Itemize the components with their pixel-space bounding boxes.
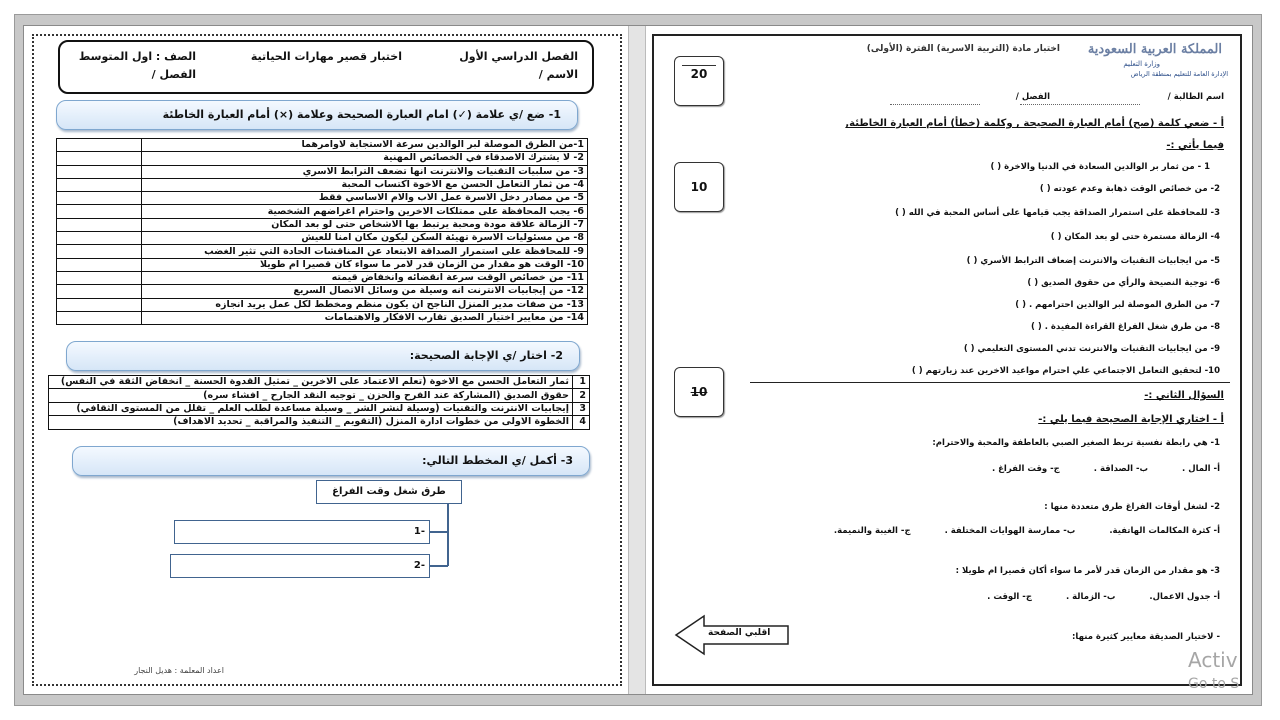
q1-instruction-line1: أ - ضعي كلمة (صح) أمام العبارة الصحيحة , وكلمة (خطأ) أمام العبارة الخاطئة, [845, 118, 1224, 129]
diagram-item-2[interactable]: -2 [170, 554, 430, 578]
tf-statement: 2- لا يشترك الاصدقاء في الخصائص المهنية [142, 152, 588, 165]
exam-title: اختبار قصير مهارات الحياتية [250, 50, 402, 63]
tf-statement: 14- من معايير اختيار الصديق تقارب الافكار والاهتمامات [142, 311, 588, 324]
q2-question: 2- لشغل أوقات الفراغ طرق متعددة منها : [1044, 502, 1220, 512]
mc-row [49, 416, 590, 429]
q2-option[interactable]: ج- الوقت . [987, 592, 1032, 602]
tf-answer-cell[interactable] [57, 232, 142, 245]
mc-row [49, 389, 590, 402]
tf-answer-cell[interactable] [57, 165, 142, 178]
tf-statement: 1-من الطرق الموصلة لبر الوالدين سرعة الاستجابة لاوامرهما [142, 139, 588, 152]
mc-row [49, 376, 590, 389]
q2-option[interactable]: ب- الصداقة . [1093, 464, 1149, 474]
section3-banner [72, 446, 590, 476]
activation-watermark-line1: Activ [1188, 648, 1238, 672]
diagram-title-box: طرق شغل وقت الفراغ [316, 480, 462, 504]
tf-row [57, 218, 588, 231]
turn-page-label: اقلبي الصفحة [708, 628, 771, 638]
tf-row [57, 152, 588, 165]
q1-item[interactable]: 8- من طرق شغل الفراغ القراءة المفيدة . ( ) [1031, 322, 1220, 332]
mc-question[interactable]: ثمار التعامل الحسن مع الاخوة (تعلم الاعتماد على الاخرين _ تمثيل القدوة الحسنة _ انخفاض الثقة في النفس) [49, 376, 573, 389]
q2-question: 1- هي رابطة نفسية تربط الصغير الصبي بالعاطفة والمحبة والاحترام: [932, 438, 1220, 448]
document-canvas [23, 25, 1253, 695]
tf-statement: 3- من سلبيات التقنيات والانترنت انها تضعف الترابط الاسري [142, 165, 588, 178]
q2-option[interactable]: أ- جدول الاعمال. [1149, 592, 1220, 602]
tf-answer-cell[interactable] [57, 178, 142, 191]
mc-number: 4 [573, 416, 590, 429]
section2-banner [66, 341, 580, 371]
tf-statement: 9- للمحافظة على استمرار الصداقة الابتعاد عن المناقشات الحادة التي تثير الغضب [142, 245, 588, 258]
q1-item[interactable]: 5- من ايجابيات التقنيات والانترنت إضعاف الترابط الأسري ( ) [966, 256, 1220, 266]
ministry-label: وزارة التعليم [1123, 60, 1160, 68]
tf-statement: 6- يجب المحافظة على ممتلكات الاخرين واحترام اغراضهم الشخصية [142, 205, 588, 218]
total-score-value: 20 [690, 67, 708, 81]
right-class-label: الفصل / [1015, 92, 1050, 102]
q2-options [953, 592, 1220, 602]
mc-number: 1 [573, 376, 590, 389]
tf-statement: 12- من إيجابيات الانترنت انه وسيلة من وسائل الاتصال السريع [142, 285, 588, 298]
tf-answer-cell[interactable] [57, 245, 142, 258]
tf-statement: 8- من مسئوليات الاسرة تهيئة السكن ليكون مكان امنا للعيش [142, 232, 588, 245]
mc-number: 2 [573, 389, 590, 402]
tf-statement: 4- من ثمار التعامل الحسن مع الاخوة اكتساب المحبة [142, 178, 588, 191]
tf-answer-cell[interactable] [57, 205, 142, 218]
mc-row [49, 402, 590, 415]
student-name-label: اسم الطالبة / [1167, 92, 1224, 102]
q1-item[interactable]: 3- للمحافظة على استمرار الصداقة يجب قيامها على أساس المحبة في الله ( ) [895, 208, 1220, 218]
tf-answer-cell[interactable] [57, 139, 142, 152]
q2-question: 3- هو مقدار من الزمان قدر لأمر ما سواء أكان قصيرا ام طويلا : [955, 566, 1220, 576]
tf-row [57, 139, 588, 152]
grade-label: الصف : اول المتوسط [78, 50, 196, 63]
tf-row [57, 165, 588, 178]
tf-answer-cell[interactable] [57, 285, 142, 298]
tf-answer-cell[interactable] [57, 152, 142, 165]
q2-options [958, 464, 1220, 474]
q1-instruction-line2: فيما يأتي :- [1166, 140, 1224, 151]
class-underline [890, 104, 980, 105]
tf-row [57, 205, 588, 218]
left-exam-page [32, 34, 622, 686]
section3-title: 3- أكمل /ي المخطط التالي: [422, 454, 573, 467]
mc-number: 3 [573, 402, 590, 415]
semester-label: الفصل الدراسي الأول [459, 50, 578, 63]
q2-option[interactable]: ج- الغيبة والنميمة. [833, 526, 911, 536]
name-label: الاسم / [538, 68, 578, 81]
tf-row [57, 285, 588, 298]
tf-statement: 5- من مصادر دخل الاسرة عمل الاب والام الاساسي فقط [142, 192, 588, 205]
tf-answer-cell[interactable] [57, 258, 142, 271]
q2-option[interactable]: أ- المال . [1182, 464, 1220, 474]
tf-row [57, 258, 588, 271]
q2-instruction: أ - اختاري الإجابة الصحيحة فيما يلي :- [1038, 414, 1224, 425]
q1-score-box: 10 [674, 162, 724, 212]
mc-question[interactable]: حقوق الصديق (المشاركة عند الفرح والحزن _ توجيه النقد الجارح _ افشاء سره) [49, 389, 573, 402]
mc-question[interactable]: إيجابيات الانترنت والتقنيات (وسيلة لنشر الشر _ وسيلة مساعدة لطلب العلم _ تقلل من المستوى الثقافي) [49, 402, 573, 415]
q1-item[interactable]: 6- توجية النصيحة والرأي من حقوق الصديق ( ) [1027, 278, 1220, 288]
class-label: الفصل / [151, 68, 196, 81]
true-false-table [56, 138, 588, 325]
q1-item[interactable]: 2- من خصائص الوقت ذهابة وعدم عودته ( ) [1039, 184, 1220, 194]
logo-text: المملكة العربية السعودية [1087, 42, 1222, 57]
section1-banner [56, 100, 578, 130]
teacher-credit: اعداد المعلمة : هديل النجار [134, 666, 224, 675]
activation-watermark-line2: Go to S [1188, 676, 1240, 692]
q2-option[interactable]: أ- كثرة المكالمات الهاتفية. [1109, 526, 1220, 536]
screenshot-frame [14, 14, 1262, 706]
section1-title: 1- ضع /ي علامة (✓) امام العبارة الصحيحة وعلامة (×) أمام العبارة الخاطئة [162, 108, 561, 121]
q2-separator [750, 382, 1230, 383]
diagram-item-1[interactable]: -1 [174, 520, 430, 544]
q2-title: السؤال الثاني :- [1144, 390, 1224, 401]
q1-item[interactable]: 9- من ايجابيات التقنيات والانترنت تدني المستوى التعليمي ( ) [963, 344, 1220, 354]
tf-statement: 13- من صفات مدير المنزل الناجح ان يكون منظم ومخطط لكل عمل يريد انجازه [142, 298, 588, 311]
name-underline [1020, 104, 1140, 105]
diagram-connector-vertical [447, 504, 449, 566]
q1-item[interactable]: 7- من الطرق الموصلة لبر الوالدين احترامهم . ( ) [1015, 300, 1220, 310]
admin-label: الإدارة العامة للتعليم بمنطقة الرياض [1130, 70, 1228, 78]
diagram-connector-2 [430, 565, 448, 567]
tf-answer-cell[interactable] [57, 271, 142, 284]
tf-answer-cell[interactable] [57, 311, 142, 324]
q2-options [800, 526, 1220, 536]
q2-option[interactable]: ب- الزمالة . [1065, 592, 1116, 602]
tf-row [57, 311, 588, 324]
mc-question[interactable]: الخطوة الاولى من خطوات ادارة المنزل (التقويم _ التنفيذ والمراقبة _ تحديد الاهداف) [49, 416, 573, 429]
q1-item[interactable]: 10- لتحقيق التعامل الاجتماعي علي احترام مواعيد الاخرين عند زيارتهم ( ) [911, 366, 1220, 376]
tf-answer-cell[interactable] [57, 298, 142, 311]
tf-row [57, 298, 588, 311]
tf-row [57, 232, 588, 245]
tf-row [57, 245, 588, 258]
tf-statement: 10- الوقت هو مقدار من الزمان قدر لامر ما سواء كان قصيرا ام طويلا [142, 258, 588, 271]
tf-statement: 11- من خصائص الوقت سرعة انقضائه وانخفاض قيمته [142, 271, 588, 284]
multiple-choice-table [48, 375, 590, 430]
right-exam-title: اختبار مادة (التربية الاسرية) الفترة (الأولى) [866, 44, 1060, 54]
page-gutter [628, 26, 646, 694]
left-header-box [58, 40, 594, 94]
turn-page-arrow[interactable] [674, 614, 792, 656]
total-score-box [674, 56, 724, 106]
q2-score-value: 10 [690, 385, 708, 399]
q2-score-box [674, 367, 724, 417]
q2-option[interactable]: ج- وقت الفراغ . [991, 464, 1060, 474]
tf-answer-cell[interactable] [57, 192, 142, 205]
right-exam-page [652, 34, 1242, 686]
q2-last-item: - لاختيار الصديقة معايير كثيرة منها: [1072, 632, 1220, 642]
tf-row [57, 271, 588, 284]
q1-item[interactable]: 1 - من ثمار بر الوالدين السعادة في الدنيا والاخرة ( ) [990, 162, 1210, 172]
q2-option[interactable]: ب- ممارسة الهوايات المختلفة . [944, 526, 1076, 536]
diagram-connector-1 [430, 531, 448, 533]
tf-statement: 7- الزمالة علاقة مودة ومحبة يرتبط بها الاشخاص حتى لو بعد المكان [142, 218, 588, 231]
q1-item[interactable]: 4- الزمالة مستمرة حتى لو بعد المكان ( ) [1050, 232, 1220, 242]
section2-title: 2- اختار /ي الإجابة الصحيحة: [409, 349, 563, 362]
tf-answer-cell[interactable] [57, 218, 142, 231]
tf-row [57, 192, 588, 205]
tf-row [57, 178, 588, 191]
